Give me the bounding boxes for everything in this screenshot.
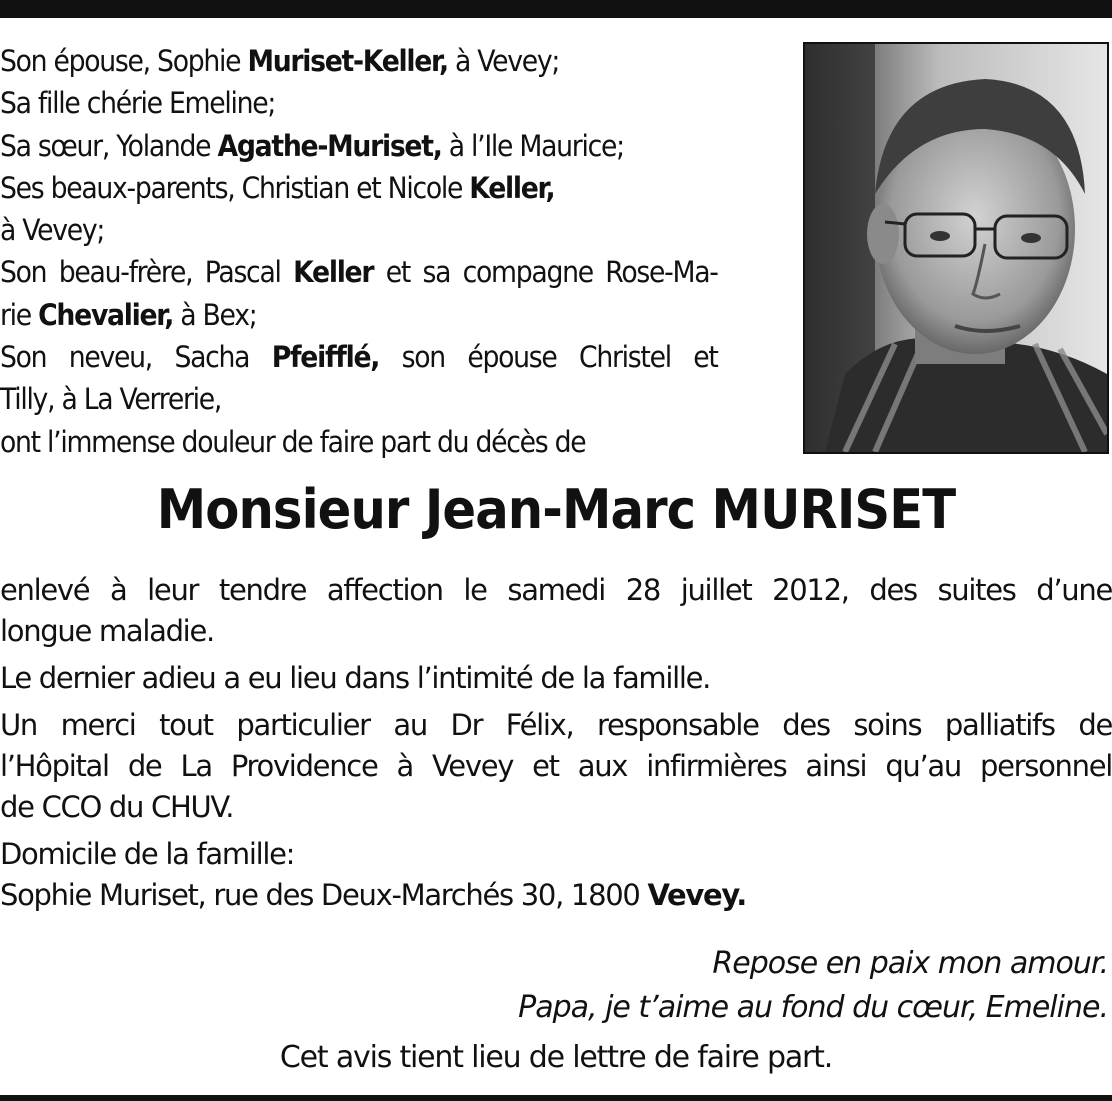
family-line: rie Chevalier, à Bex;: [0, 297, 257, 332]
family-line: Tilly, à La Verrerie,: [0, 382, 222, 417]
text-line: l’Hôpital de La Providence à Vevey et aux infirmières ainsi qu’au personnel: [0, 749, 1112, 783]
bottom-rule: [0, 1095, 1112, 1101]
announcement-body: [0, 570, 1112, 922]
death-paragraph: [0, 570, 1112, 652]
family-line: Son neveu, Sacha Pfeifflé, son épouse Christel et: [0, 340, 718, 375]
text-line: de CCO du CHUV.: [0, 790, 234, 824]
family-line: Son beau-frère, Pascal Keller et sa compagne Rose-Ma-: [0, 255, 718, 290]
family-line: Ses beaux-parents, Christian et Nicole Keller,: [0, 170, 555, 205]
family-line: Sa sœur, Yolande Agathe-Muriset, à l’Ile Maurice;: [0, 128, 624, 163]
footer-note: Cet avis tient lieu de lettre de faire part.: [279, 1040, 833, 1075]
farewell-paragraph: Le dernier adieu a eu lieu dans l’intimité de la famille.: [0, 661, 711, 695]
text-line: longue maladie.: [0, 614, 214, 648]
family-line: ont l’immense douleur de faire part du décès de: [0, 424, 586, 459]
family-announcement: [0, 40, 718, 463]
text-line: Domicile de la famille:: [0, 837, 295, 871]
top-rule: [0, 0, 1112, 18]
text-line: Un merci tout particulier au Dr Félix, responsable des soins palliatifs de: [0, 708, 1112, 742]
deceased-name: Monsieur Jean-Marc MURISET: [156, 478, 956, 541]
closing-words: [518, 942, 1108, 1030]
family-line: à Vevey;: [0, 213, 105, 248]
closing-line: Papa, je t’aime au fond du cœur, Emeline.: [518, 990, 1108, 1025]
text-line: Sophie Muriset, rue des Deux-Marchés 30, 1800 Vevey.: [0, 878, 747, 912]
closing-line: Repose en paix mon amour.: [712, 946, 1108, 981]
thanks-paragraph: [0, 705, 1112, 828]
family-line: Son épouse, Sophie Muriset-Keller, à Vevey;: [0, 44, 560, 78]
domicile-paragraph: [0, 834, 1112, 916]
portrait-image: [805, 44, 1107, 452]
family-line: Sa fille chérie Emeline;: [0, 86, 276, 121]
text-line: enlevé à leur tendre affection le samedi 28 juillet 2012, des suites d’une: [0, 573, 1112, 607]
portrait-photo: [803, 42, 1109, 454]
